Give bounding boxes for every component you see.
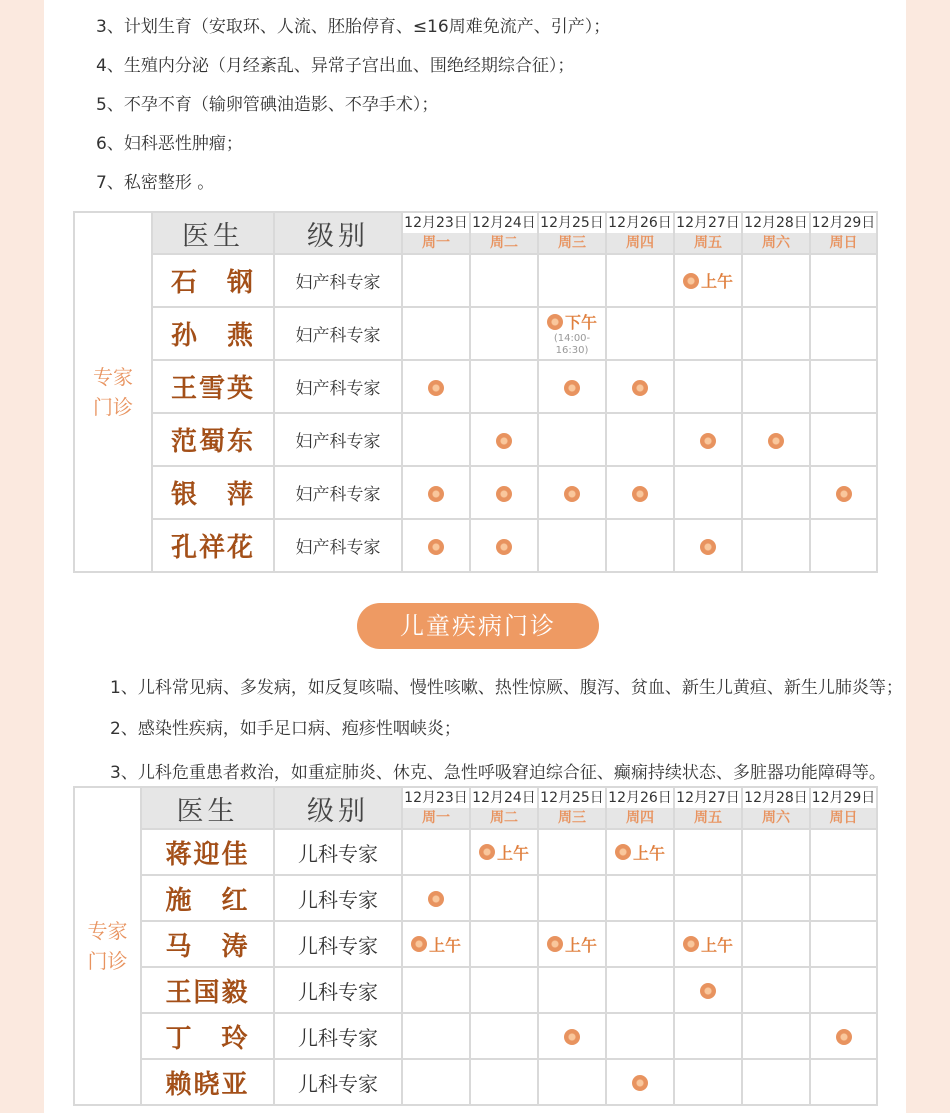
table-row [74,307,877,360]
table-row [74,466,877,519]
clinic-mark-icon [632,486,648,502]
schedule-cell [402,519,470,572]
header-doctor: 医生 [152,212,274,254]
slot-label: 下午 [564,313,597,332]
weekday-label: 周二 [471,808,537,828]
doctor-name: 王国毅 [141,967,274,1013]
schedule-cell [470,254,538,307]
weekday-label: 周四 [607,808,673,828]
list-item: 2、感染性疾病，如手足口病、疱疹性咽峡炎； [110,719,461,739]
schedule-cell [538,254,606,307]
clinic-mark-icon [683,936,699,952]
table-row [74,413,877,466]
schedule-cell [606,254,674,307]
weekday-label: 周六 [743,233,809,253]
date-label: 12月23日 [404,215,468,231]
weekday-label: 周一 [403,233,469,253]
schedule-cell [742,875,810,921]
clinic-mark-icon [632,380,648,396]
schedule-cell [810,307,877,360]
clinic-mark-icon [564,486,580,502]
schedule-cell [402,1059,470,1105]
category-label: 门诊 [87,949,128,973]
schedule-cell [606,967,674,1013]
table-row [74,1013,877,1059]
table-row [74,875,877,921]
doctor-level: 妇产科专家 [274,307,402,360]
header-date [810,212,877,254]
schedule-cell [470,466,538,519]
doctor-level: 儿科专家 [274,1059,402,1105]
list-item: 3、计划生育（安取环、人流、胚胎停育、≤16周难免流产、引产）； [96,17,611,37]
clinic-mark-icon [564,1029,580,1045]
schedule-cell [810,360,877,413]
weekday-label: 周四 [607,233,673,253]
doctor-name: 马 涛 [141,921,274,967]
list-item: 3、儿科危重患者救治，如重症肺炎、休克、急性呼吸窘迫综合征、癫痫持续状态、多脏器功能障碍等。 [110,763,886,783]
schedule-cell [470,829,538,875]
doctor-level: 妇产科专家 [274,360,402,413]
category-label: 门诊 [93,395,133,419]
table-row [74,1059,877,1105]
schedule-cell [470,413,538,466]
schedule-cell [402,360,470,413]
header-date [470,212,538,254]
header-date [606,787,674,829]
schedule-cell [538,413,606,466]
table-row [74,921,877,967]
schedule-cell [606,466,674,519]
schedule-cell [402,1013,470,1059]
doctor-level: 儿科专家 [274,875,402,921]
schedule-cell [470,1013,538,1059]
header-doctor: 医生 [141,787,274,829]
date-label: 12月27日 [676,790,740,806]
slot-label: 上午 [496,843,529,863]
table-row [74,967,877,1013]
schedule-cell [538,466,606,519]
date-label: 12月28日 [744,790,808,806]
doctor-level: 妇产科专家 [274,466,402,519]
table-row [74,360,877,413]
schedule-cell [674,519,742,572]
schedule-cell [810,1059,877,1105]
schedule-cell [742,413,810,466]
category-expert-clinic [74,212,152,572]
schedule-cell [674,829,742,875]
header-date [402,212,470,254]
schedule-cell [538,829,606,875]
doctor-name: 银 萍 [152,466,274,519]
schedule-cell [402,254,470,307]
header-date [742,787,810,829]
date-label: 12月29日 [811,215,876,231]
list-item: 7、私密整形 。 [96,173,215,193]
slot-time: (14:00-16:30) [553,333,591,356]
list-item: 4、生殖内分泌（月经紊乱、异常子宫出血、围绝经期综合征）； [96,56,575,76]
clinic-mark-icon [836,486,852,502]
peds-schedule-table [73,786,878,1106]
schedule-cell [674,921,742,967]
doctor-name: 施 红 [141,875,274,921]
date-label: 12月26日 [608,215,672,231]
doctor-level: 妇产科专家 [274,254,402,307]
schedule-cell [606,875,674,921]
category-label: 专家 [87,919,128,943]
schedule-cell [538,967,606,1013]
clinic-mark-icon [411,936,427,952]
clinic-mark-icon [632,1075,648,1091]
schedule-cell [742,519,810,572]
weekday-label: 周六 [743,808,809,828]
doctor-name: 石 钢 [152,254,274,307]
schedule-cell [810,921,877,967]
slot-label: 上午 [700,935,733,955]
weekday-label: 周一 [403,808,469,828]
date-label: 12月24日 [472,215,536,231]
schedule-cell [674,413,742,466]
clinic-mark-icon [700,433,716,449]
clinic-mark-icon [768,433,784,449]
schedule-cell [606,1059,674,1105]
clinic-mark-icon [496,539,512,555]
section-title-pediatrics: 儿童疾病门诊 [357,603,599,649]
schedule-cell [742,921,810,967]
table-row [74,519,877,572]
doctor-level: 儿科专家 [274,967,402,1013]
schedule-cell [674,1059,742,1105]
header-date [606,212,674,254]
header-date [402,787,470,829]
schedule-cell [606,829,674,875]
weekday-label: 周三 [539,808,605,828]
weekday-label: 周三 [539,233,605,253]
clinic-mark-icon [700,983,716,999]
doctor-name: 赖晓亚 [141,1059,274,1105]
schedule-cell [470,360,538,413]
schedule-cell [470,875,538,921]
weekday-label: 周日 [811,233,876,253]
header-date [538,787,606,829]
doctor-level: 儿科专家 [274,1013,402,1059]
schedule-cell [810,413,877,466]
header-date [538,212,606,254]
header-date [742,212,810,254]
doctor-level: 妇产科专家 [274,413,402,466]
clinic-mark-icon [428,380,444,396]
clinic-mark-icon [683,273,699,289]
header-level: 级别 [274,212,402,254]
schedule-cell [538,921,606,967]
schedule-cell [402,875,470,921]
date-label: 12月24日 [472,790,536,806]
slot-label: 上午 [428,935,461,955]
schedule-cell [538,519,606,572]
schedule-cell [470,967,538,1013]
date-label: 12月25日 [540,790,604,806]
schedule-cell [742,466,810,519]
schedule-cell [810,967,877,1013]
schedule-cell [674,360,742,413]
doctor-name: 范蜀东 [152,413,274,466]
clinic-mark-icon [615,844,631,860]
doctor-level: 妇产科专家 [274,519,402,572]
slot-cell [674,254,742,307]
schedule-cell [742,254,810,307]
schedule-cell [538,1013,606,1059]
schedule-cell [810,519,877,572]
clinic-mark-icon [428,539,444,555]
schedule-cell [538,875,606,921]
schedule-cell [402,829,470,875]
schedule-cell [402,466,470,519]
schedule-cell [810,1013,877,1059]
header-date [470,787,538,829]
schedule-cell [470,519,538,572]
doctor-name: 丁 玲 [141,1013,274,1059]
list-item: 1、儿科常见病、多发病，如反复咳喘、慢性咳嗽、热性惊厥、腹泻、贫血、新生儿黄疸、新生儿肺炎等； [110,678,903,698]
category-label: 专家 [93,365,133,389]
doctor-name: 孔祥花 [152,519,274,572]
schedule-cell [606,921,674,967]
clinic-mark-icon [496,433,512,449]
schedule-cell [606,1013,674,1059]
schedule-cell [402,413,470,466]
header-date [810,787,877,829]
schedule-cell [402,921,470,967]
category-expert-clinic [74,787,141,1105]
header-date [674,787,742,829]
weekday-label: 周二 [471,233,537,253]
weekday-label: 周五 [675,233,741,253]
doctor-name: 王雪英 [152,360,274,413]
clinic-mark-icon [564,380,580,396]
clinic-mark-icon [496,486,512,502]
clinic-mark-icon [479,844,495,860]
table-row [74,829,877,875]
schedule-cell [402,967,470,1013]
schedule-cell [674,875,742,921]
schedule-cell [674,967,742,1013]
weekday-label: 周日 [811,808,876,828]
schedule-cell [742,1059,810,1105]
schedule-cell [402,307,470,360]
schedule-cell [538,360,606,413]
clinic-mark-icon [547,936,563,952]
schedule-cell [810,254,877,307]
slot-label: 上午 [564,935,597,955]
schedule-cell [742,307,810,360]
clinic-mark-icon [547,314,563,330]
schedule-cell [470,307,538,360]
header-level: 级别 [274,787,402,829]
schedule-cell [742,360,810,413]
doctor-name: 蒋迎佳 [141,829,274,875]
schedule-cell [470,1059,538,1105]
schedule-cell [742,1013,810,1059]
doctor-name: 孙 燕 [152,307,274,360]
list-item: 6、妇科恶性肿瘤； [96,134,243,154]
schedule-cell [674,1013,742,1059]
schedule-cell [742,829,810,875]
date-label: 12月28日 [744,215,808,231]
schedule-cell [742,967,810,1013]
table-row [74,254,877,307]
schedule-cell [810,875,877,921]
schedule-cell [538,1059,606,1105]
doctor-level: 儿科专家 [274,829,402,875]
slot-cell [538,307,606,360]
schedule-cell [674,466,742,519]
date-label: 12月27日 [676,215,740,231]
date-label: 12月29日 [811,790,876,806]
schedule-cell [810,466,877,519]
clinic-mark-icon [700,539,716,555]
schedule-cell [470,921,538,967]
clinic-mark-icon [428,486,444,502]
schedule-cell [606,413,674,466]
date-label: 12月26日 [608,790,672,806]
gyn-schedule-table [73,211,878,573]
doctor-level: 儿科专家 [274,921,402,967]
date-label: 12月23日 [404,790,468,806]
schedule-cell [810,829,877,875]
slot-label: 上午 [700,272,733,291]
slot-label: 上午 [632,843,665,863]
date-label: 12月25日 [540,215,604,231]
schedule-cell [606,519,674,572]
header-date [674,212,742,254]
schedule-cell [606,307,674,360]
clinic-mark-icon [428,891,444,907]
schedule-cell [606,360,674,413]
list-item: 5、不孕不育（输卵管碘油造影、不孕手术）； [96,95,439,115]
clinic-mark-icon [836,1029,852,1045]
weekday-label: 周五 [675,808,741,828]
schedule-cell [674,307,742,360]
